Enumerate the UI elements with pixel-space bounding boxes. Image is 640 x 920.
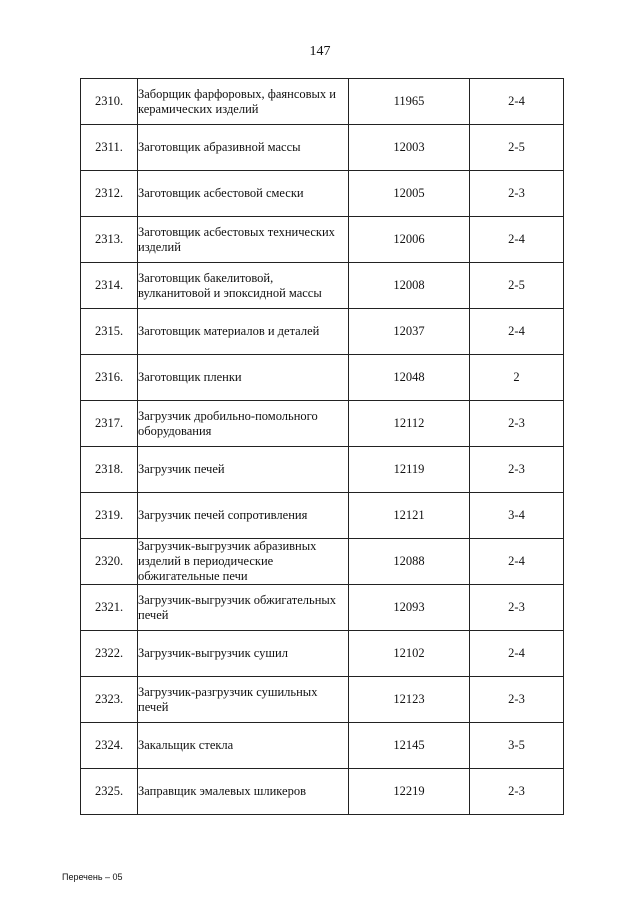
- professions-table: [80, 78, 564, 815]
- row-number-cell: 2320.: [81, 539, 138, 585]
- profession-code-cell: 12123: [349, 677, 470, 723]
- profession-name-cell: Загрузчик-выгрузчик абразивных изделий в периодические обжигательные печи: [138, 539, 349, 585]
- category-range-cell: 3-4: [470, 493, 564, 539]
- profession-name-cell: Заготовщик пленки: [138, 355, 349, 401]
- profession-name-cell: Загрузчик печей сопротивления: [138, 493, 349, 539]
- category-range-cell: 2-4: [470, 631, 564, 677]
- footer-note: Перечень – 05: [62, 872, 123, 882]
- category-range-cell: 2-3: [470, 677, 564, 723]
- table-row: [81, 217, 564, 263]
- category-range-cell: 2-3: [470, 769, 564, 815]
- profession-code-cell: 12119: [349, 447, 470, 493]
- table-row: [81, 447, 564, 493]
- table-row: [81, 171, 564, 217]
- profession-code-cell: 12037: [349, 309, 470, 355]
- table-row: [81, 631, 564, 677]
- table-body: [81, 79, 564, 815]
- table-row: [81, 677, 564, 723]
- profession-code-cell: 12112: [349, 401, 470, 447]
- row-number-cell: 2314.: [81, 263, 138, 309]
- category-range-cell: 2-4: [470, 539, 564, 585]
- profession-code-cell: 12121: [349, 493, 470, 539]
- profession-name-cell: Загрузчик-выгрузчик обжигательных печей: [138, 585, 349, 631]
- category-range-cell: 2-3: [470, 171, 564, 217]
- profession-name-cell: Загрузчик-выгрузчик сушил: [138, 631, 349, 677]
- row-number-cell: 2312.: [81, 171, 138, 217]
- row-number-cell: 2321.: [81, 585, 138, 631]
- category-range-cell: 2-4: [470, 79, 564, 125]
- table-row: [81, 401, 564, 447]
- profession-name-cell: Заправщик эмалевых шликеров: [138, 769, 349, 815]
- category-range-cell: 3-5: [470, 723, 564, 769]
- category-range-cell: 2-4: [470, 309, 564, 355]
- row-number-cell: 2316.: [81, 355, 138, 401]
- table-row: [81, 723, 564, 769]
- category-range-cell: 2-5: [470, 263, 564, 309]
- table-row: [81, 355, 564, 401]
- profession-code-cell: 12006: [349, 217, 470, 263]
- profession-code-cell: 12219: [349, 769, 470, 815]
- profession-code-cell: 12048: [349, 355, 470, 401]
- category-range-cell: 2-3: [470, 447, 564, 493]
- profession-name-cell: Заготовщик асбестовой смески: [138, 171, 349, 217]
- table-row: [81, 125, 564, 171]
- category-range-cell: 2-5: [470, 125, 564, 171]
- table-row: [81, 585, 564, 631]
- profession-name-cell: Заборщик фарфоровых, фаянсовых и керамических изделий: [138, 79, 349, 125]
- profession-code-cell: 12102: [349, 631, 470, 677]
- row-number-cell: 2317.: [81, 401, 138, 447]
- profession-name-cell: Заготовщик бакелитовой, вулканитовой и эпоксидной массы: [138, 263, 349, 309]
- profession-code-cell: 12003: [349, 125, 470, 171]
- row-number-cell: 2311.: [81, 125, 138, 171]
- profession-code-cell: 12145: [349, 723, 470, 769]
- table-row: [81, 309, 564, 355]
- profession-name-cell: Заготовщик абразивной массы: [138, 125, 349, 171]
- row-number-cell: 2323.: [81, 677, 138, 723]
- row-number-cell: 2313.: [81, 217, 138, 263]
- profession-name-cell: Загрузчик дробильно-помольного оборудования: [138, 401, 349, 447]
- category-range-cell: 2-3: [470, 585, 564, 631]
- profession-name-cell: Загрузчик-разгрузчик сушильных печей: [138, 677, 349, 723]
- profession-code-cell: 11965: [349, 79, 470, 125]
- row-number-cell: 2324.: [81, 723, 138, 769]
- profession-name-cell: Закальщик стекла: [138, 723, 349, 769]
- profession-code-cell: 12093: [349, 585, 470, 631]
- table-row: [81, 79, 564, 125]
- table-row: [81, 769, 564, 815]
- profession-name-cell: Заготовщик асбестовых технических изделий: [138, 217, 349, 263]
- row-number-cell: 2315.: [81, 309, 138, 355]
- profession-code-cell: 12008: [349, 263, 470, 309]
- row-number-cell: 2318.: [81, 447, 138, 493]
- profession-code-cell: 12005: [349, 171, 470, 217]
- category-range-cell: 2-4: [470, 217, 564, 263]
- row-number-cell: 2325.: [81, 769, 138, 815]
- category-range-cell: 2: [470, 355, 564, 401]
- category-range-cell: 2-3: [470, 401, 564, 447]
- table-row: [81, 493, 564, 539]
- row-number-cell: 2322.: [81, 631, 138, 677]
- profession-name-cell: Заготовщик материалов и деталей: [138, 309, 349, 355]
- table-row: [81, 263, 564, 309]
- page-number: 147: [309, 44, 331, 59]
- row-number-cell: 2319.: [81, 493, 138, 539]
- profession-name-cell: Загрузчик печей: [138, 447, 349, 493]
- profession-code-cell: 12088: [349, 539, 470, 585]
- table-row: [81, 539, 564, 585]
- row-number-cell: 2310.: [81, 79, 138, 125]
